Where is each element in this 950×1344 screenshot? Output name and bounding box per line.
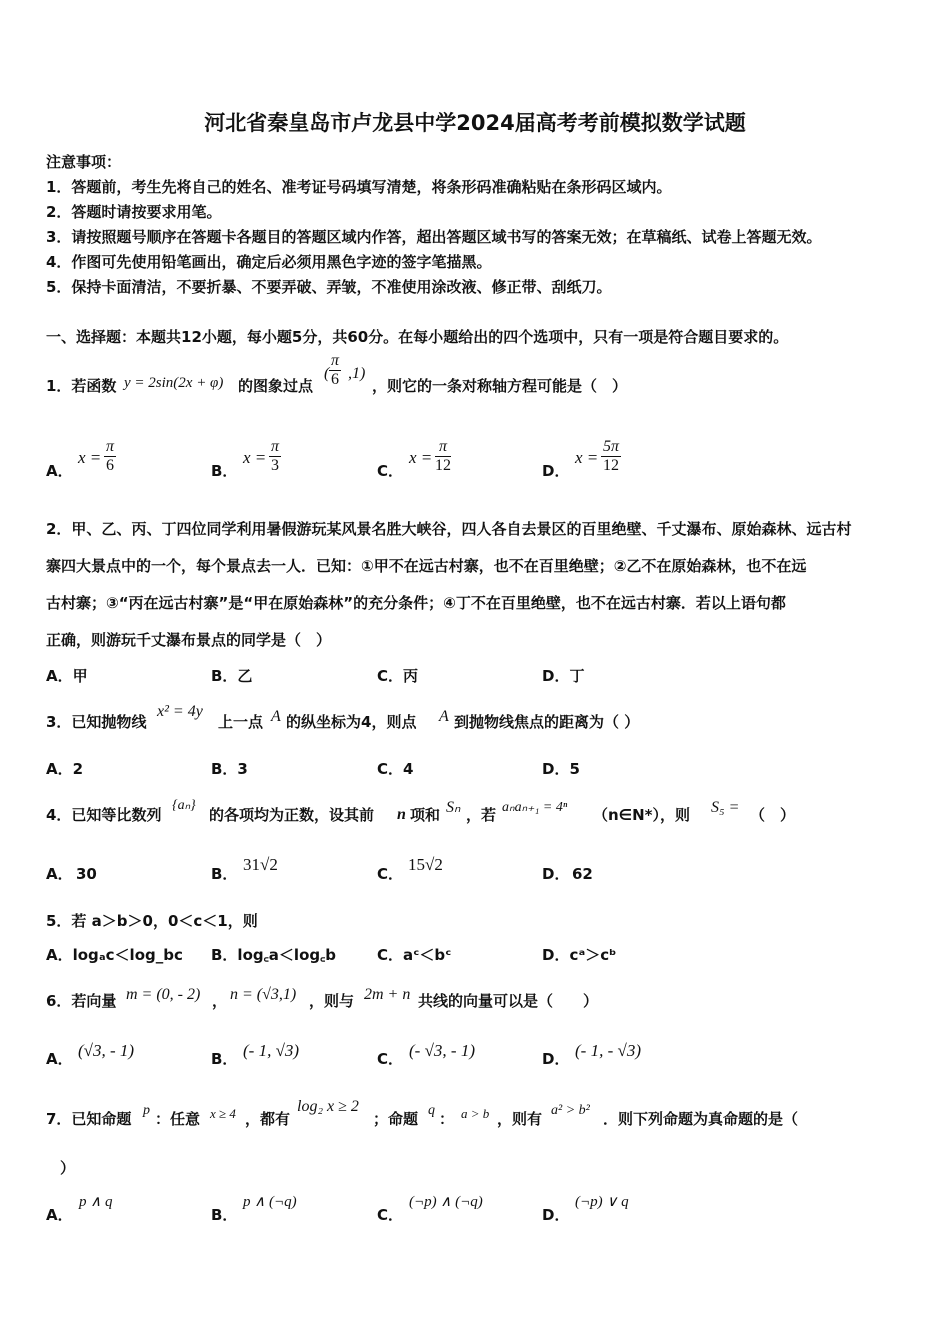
q6-stem-part: 共线的向量可以是（ ） bbox=[418, 992, 599, 1010]
q6-option-a-value: (√3, - 1) bbox=[78, 1041, 135, 1060]
q1-point-fraction: $\frac{\pi}{6}$ bbox=[331, 352, 340, 388]
q6-combination: 2m + n bbox=[364, 986, 411, 1003]
page-title: 河北省秦皇岛市卢龙县中学2024届高考考前模拟数学试题 bbox=[204, 111, 746, 135]
notice-heading: 注意事项： bbox=[46, 153, 122, 171]
q4-stem-part: 4．已知等比数列 bbox=[46, 806, 162, 824]
q7-cond-4: a² > b² bbox=[551, 1103, 590, 1118]
q4-option-d-label[interactable]: D． bbox=[542, 865, 570, 883]
q2-stem-line: 2．甲、乙、丙、丁四位同学利用暑假游玩某风景名胜大峡谷，四人各自去景区的百里绝壁、千丈瀑布、原始森林、远古村 bbox=[46, 520, 852, 538]
q3-point-a: A bbox=[439, 708, 449, 725]
q4-option-b-value: 31√2 bbox=[243, 855, 278, 874]
q6-option-a-label[interactable]: A． bbox=[46, 1050, 73, 1068]
q3-option-c[interactable]: C．4 bbox=[377, 760, 414, 778]
q4-option-a-value: 30 bbox=[76, 865, 97, 883]
q5-option-b[interactable]: B．log꜀a＜log꜀b bbox=[211, 946, 337, 964]
q7-stem-part: ；命题 bbox=[373, 1110, 419, 1128]
q7-option-a-value: p ∧ q bbox=[79, 1194, 113, 1210]
q3-stem-part: 的纵坐标为4，则点 bbox=[286, 713, 417, 731]
notice-item: 5．保持卡面清洁，不要折暴、不要弄破、弄皱，不准使用涂改液、修正带、刮纸刀。 bbox=[46, 278, 612, 296]
q2-option-d[interactable]: D．丁 bbox=[542, 667, 585, 685]
q7-option-b-value: p ∧ (¬q) bbox=[243, 1194, 297, 1210]
section-heading: 一、选择题：本题共12小题，每小题5分，共60分。在每小题给出的四个选项中，只有一项是符合题目要求的。 bbox=[46, 328, 789, 346]
q3-option-d[interactable]: D．5 bbox=[542, 760, 580, 778]
q1-option-b-value: $\frac{\pi}{3}$ bbox=[271, 438, 280, 474]
q4-s5: S₅ = bbox=[711, 799, 740, 816]
notice-item: 4．作图可先使用铅笔画出，确定后必须用黑色字迹的签字笔描黑。 bbox=[46, 253, 492, 271]
q4-option-c-label[interactable]: C． bbox=[377, 865, 404, 883]
q1-option-b-lhs: x = bbox=[243, 448, 267, 467]
q7-cond-2: log₂ x ≥ 2 bbox=[297, 1098, 359, 1115]
q7-stem-part: ，都有 bbox=[245, 1110, 291, 1128]
q7-option-d-value: (¬p) ∨ q bbox=[575, 1194, 629, 1210]
q3-option-b[interactable]: B．3 bbox=[211, 760, 248, 778]
q1-option-d-label[interactable]: D． bbox=[542, 462, 570, 480]
q1-option-a-lhs: x = bbox=[78, 448, 102, 467]
q7-option-a-label[interactable]: A． bbox=[46, 1206, 73, 1224]
q6-vector-n: n = (√3,1) bbox=[230, 986, 297, 1003]
q1-stem-part: 1．若函数 bbox=[46, 377, 117, 395]
q3-option-a[interactable]: A．2 bbox=[46, 760, 84, 778]
q7-cond-3: a > b bbox=[461, 1106, 490, 1121]
q1-point-open: ( bbox=[324, 365, 330, 382]
q1-option-c-lhs: x = bbox=[409, 448, 433, 467]
q7-option-b-label[interactable]: B． bbox=[211, 1206, 238, 1224]
q1-point-tail: ,1) bbox=[348, 365, 366, 382]
q4-stem-part: （ ） bbox=[750, 806, 796, 824]
q6-stem-part: ， bbox=[212, 992, 228, 1010]
q7-stem-part: ，则有 bbox=[497, 1110, 543, 1128]
notice-item: 2．答题时请按要求用笔。 bbox=[46, 203, 222, 221]
q7-stem-part: 7．已知命题 bbox=[46, 1110, 132, 1128]
q2-option-c[interactable]: C．丙 bbox=[377, 667, 419, 685]
q6-option-c-label[interactable]: C． bbox=[377, 1050, 404, 1068]
notice-item: 3．请按照题号顺序在答题卡各题目的答题区域内作答，超出答题区域书写的答案无效；在草稿纸、试卷上答题无效。 bbox=[46, 228, 822, 246]
q4-option-b-label[interactable]: B． bbox=[211, 865, 238, 883]
q1-function: y = 2sin(2x + φ) bbox=[124, 375, 224, 391]
q4-stem-part: （n∈N*），则 bbox=[593, 806, 691, 824]
q5-stem: 5．若 a＞b＞0，0＜c＜1，则 bbox=[46, 912, 258, 930]
q6-vector-m: m = (0, - 2) bbox=[126, 986, 201, 1003]
q1-stem-part: ，则它的一条对称轴方程可能是（ ） bbox=[372, 377, 628, 395]
q7-stem-part: ： bbox=[439, 1110, 455, 1128]
q6-option-d-value: (- 1, - √3) bbox=[575, 1041, 641, 1060]
q1-option-b-label[interactable]: B． bbox=[211, 462, 238, 480]
q1-option-c-value: $\frac{\pi}{12}$ bbox=[435, 438, 451, 474]
q7-option-c-label[interactable]: C． bbox=[377, 1206, 404, 1224]
q1-option-c-label[interactable]: C． bbox=[377, 462, 404, 480]
q5-option-a[interactable]: A．logₐc＜log_bc bbox=[46, 946, 183, 964]
q6-option-c-value: (- √3, - 1) bbox=[409, 1041, 475, 1060]
q6-option-b-value: (- 1, √3) bbox=[243, 1041, 300, 1060]
q4-n: n bbox=[397, 806, 406, 823]
q4-sum: Sₙ bbox=[446, 799, 461, 816]
notice-item: 1．答题前，考生先将自己的姓名、准考证号码填写清楚，将条形码准确粘贴在条形码区域内。 bbox=[46, 178, 672, 196]
q1-option-a-label[interactable]: A． bbox=[46, 462, 73, 480]
q3-equation: x² = 4y bbox=[157, 703, 203, 720]
q7-stem-part: ．则下列命题为真命题的是（ bbox=[603, 1110, 799, 1128]
q7-q: q bbox=[428, 1103, 435, 1118]
q4-stem-part: ，若 bbox=[466, 806, 497, 824]
q7-option-d-label[interactable]: D． bbox=[542, 1206, 570, 1224]
q3-point-a: A bbox=[271, 708, 281, 725]
q5-option-c[interactable]: C．aᶜ＜bᶜ bbox=[377, 946, 452, 964]
q7-stem-part: ） bbox=[60, 1159, 76, 1177]
q6-option-d-label[interactable]: D． bbox=[542, 1050, 570, 1068]
q2-stem-line: 古村寨；③“丙在远古村寨”是“甲在原始森林”的充分条件；④丁不在百里绝壁，也不在远古村寨．若以上语句都 bbox=[46, 594, 786, 612]
q1-option-a-value: $\frac{\pi}{6}$ bbox=[106, 438, 115, 474]
q7-option-c-value: (¬p) ∧ (¬q) bbox=[409, 1194, 483, 1210]
q3-stem-part: 到抛物线焦点的距离为（ ） bbox=[454, 713, 640, 731]
q4-stem-part: 项和 bbox=[410, 806, 441, 824]
q1-option-d-value: $\frac{5\pi}{12}$ bbox=[603, 438, 620, 474]
q1-option-d-lhs: x = bbox=[575, 448, 599, 467]
q2-option-b[interactable]: B．乙 bbox=[211, 667, 253, 685]
q2-stem-line: 正确，则游玩千丈瀑布景点的同学是（ ） bbox=[46, 631, 332, 649]
q3-stem-part: 上一点 bbox=[218, 713, 264, 731]
q6-option-b-label[interactable]: B． bbox=[211, 1050, 238, 1068]
q1-stem-part: 的图象过点 bbox=[238, 377, 314, 395]
q4-option-a-label[interactable]: A． bbox=[46, 865, 73, 883]
q7-p: p bbox=[143, 1103, 150, 1118]
q2-option-a[interactable]: A．甲 bbox=[46, 667, 88, 685]
q4-stem-part: 的各项均为正数，设其前 bbox=[209, 806, 375, 824]
q2-stem-line: 寨四大景点中的一个，每个景点去一人．已知：①甲不在远古村寨，也不在百里绝壁；②乙不在原始森林，也不在远 bbox=[46, 557, 807, 575]
q3-stem-part: 3．已知抛物线 bbox=[46, 713, 147, 731]
q6-stem-part: 6．若向量 bbox=[46, 992, 117, 1010]
q4-option-d-value: 62 bbox=[572, 865, 593, 883]
q4-sequence: {aₙ} bbox=[172, 798, 196, 813]
q5-option-d[interactable]: D．cᵃ＞cᵇ bbox=[542, 946, 617, 964]
q4-condition: aₙaₙ₊₁ = 4ⁿ bbox=[502, 800, 568, 815]
q7-cond-1: x ≥ 4 bbox=[210, 1106, 236, 1121]
q7-stem-part: ：任意 bbox=[155, 1110, 201, 1128]
q6-stem-part: ，则与 bbox=[309, 992, 355, 1010]
q4-option-c-value: 15√2 bbox=[408, 855, 443, 874]
